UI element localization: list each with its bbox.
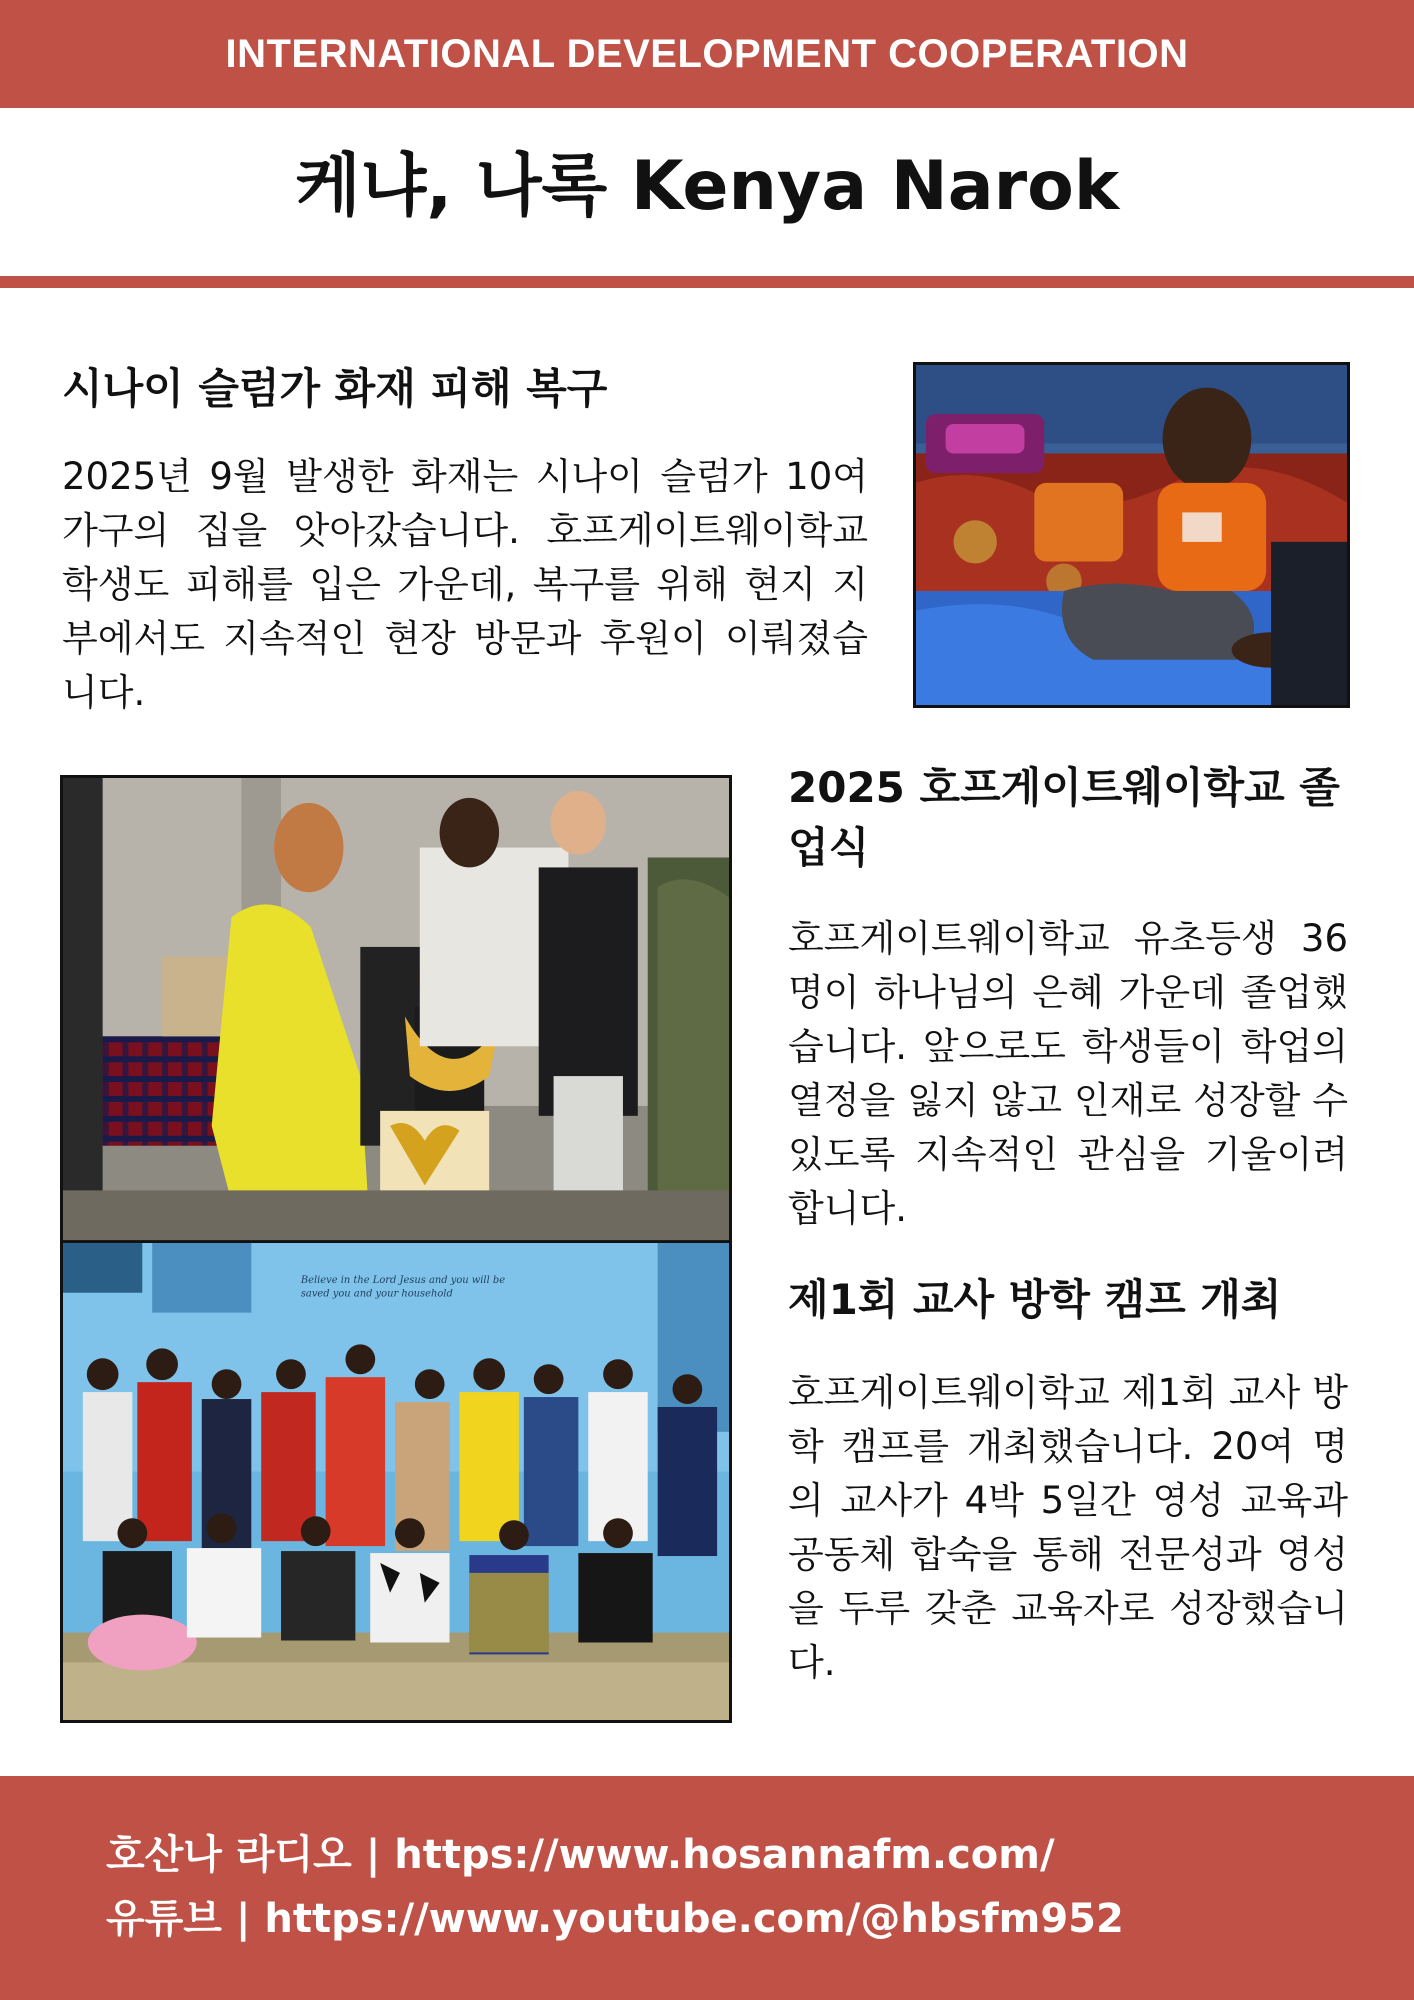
footer-youtube-link[interactable]: 유튜브 | https://www.youtube.com/@hbsfm952 (106, 1896, 1124, 1942)
photo-child-on-bed (913, 362, 1350, 708)
top-banner (0, 0, 1414, 108)
section-graduation-heading: 2025 호프게이트웨이학교 졸업식 (788, 763, 1340, 872)
photo-graduation-ceremony (63, 778, 729, 1240)
title-divider (0, 276, 1414, 288)
photo-teacher-camp-group (63, 1243, 729, 1720)
photo-collage-graduation-camp (60, 775, 732, 1723)
footer-radio-link[interactable]: 호산나 라디오 | https://www.hosannafm.com/ (106, 1832, 1055, 1878)
section-fire-body: 2025년 9월 발생한 화재는 시나이 슬럼가 10여 가구의 집을 앗아갔습니다. 호프게이트웨이학교 학생도 피해를 입은 가운데, 복구를 위해 현지 지부에서도 지속적인 현장 방문과 후원이 이뤄졌습니다. (62, 455, 868, 714)
banner-text: INTERNATIONAL DEVELOPMENT COOPERATION (225, 31, 1189, 76)
section-fire-heading: 시나이 슬럼가 화재 피해 복구 (62, 364, 608, 413)
section-teacher-camp-body: 호프게이트웨이학교 제1회 교사 방학 캠프를 개최했습니다. 20여 명의 교사가 4박 5일간 영성 교육과 공동체 합숙을 통해 전문성과 영성을 두루 갖춘 교육자로 성장했습니다. (788, 1371, 1348, 1684)
section-graduation-body: 호프게이트웨이학교 유초등생 36명이 하나님의 은혜 가운데 졸업했습니다. 앞으로도 학생들이 학업의 열정을 잃지 않고 인재로 성장할 수 있도록 지속적인 관심을 기울이려 합니다. (788, 917, 1348, 1230)
footer (0, 1776, 1414, 2000)
photo-wall-verse-line2: saved you and your household (300, 1288, 453, 1300)
photo-wall-verse-line1: Believe in the Lord Jesus and you will be (300, 1274, 506, 1286)
section-teacher-camp-heading: 제1회 교사 방학 캠프 개최 (788, 1275, 1282, 1324)
page-title: 케냐, 나록 Kenya Narok (294, 147, 1120, 226)
